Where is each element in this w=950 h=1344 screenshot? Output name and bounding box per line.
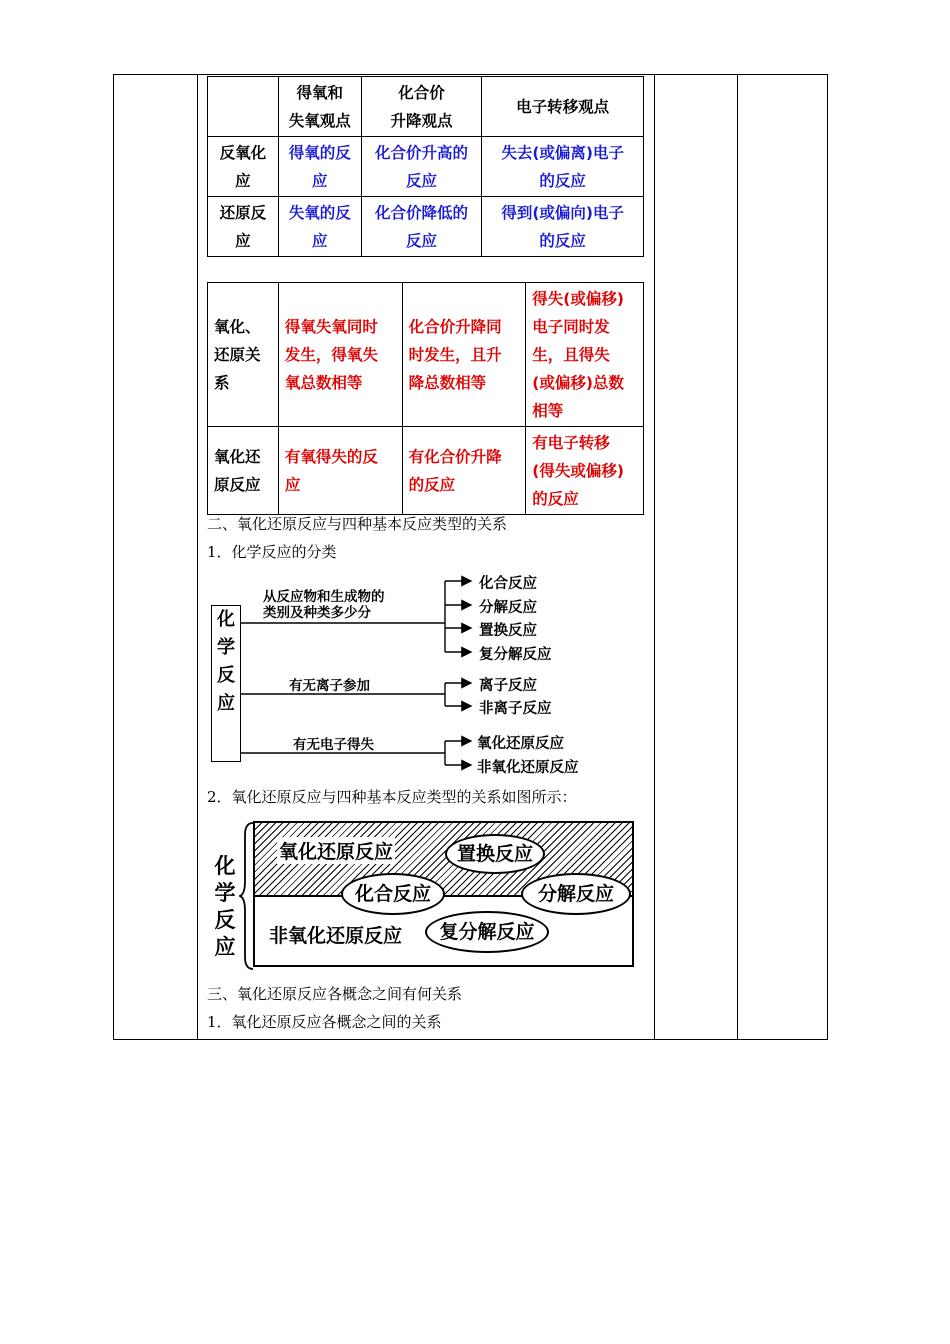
table-row [208, 137, 644, 197]
header-cell [208, 77, 279, 137]
header-cell: 化合价 升降观点 [361, 77, 482, 137]
table-cell: 化合价降低的 反应 [361, 197, 482, 257]
table-cell: 失氧的反 应 [278, 197, 361, 257]
double-decomposition-ellipse: 复分解反应 [425, 911, 549, 953]
column-divider [197, 74, 198, 1040]
table-cell: 有电子转移 (得失或偏移) 的反应 [526, 427, 644, 515]
reaction-type: 复分解反应 [479, 647, 552, 663]
table-cell: 得失(或偏移) 电子同时发 生，且得失 (或偏移)总数 相等 [526, 283, 644, 427]
displacement-ellipse: 置换反应 [445, 834, 545, 874]
combination-ellipse: 化合反应 [341, 873, 445, 915]
column-divider [737, 74, 738, 1040]
section-3-heading: 三、氧化还原反应各概念之间有何关系 [207, 985, 463, 1003]
table-cell: 得氧的反 应 [278, 137, 361, 197]
table-header-row [208, 77, 644, 137]
column-divider [654, 74, 655, 1040]
header-cell: 电子转移观点 [482, 77, 644, 137]
table-row [208, 427, 644, 515]
reaction-type: 非氧化还原反应 [477, 760, 579, 776]
non-redox-label: 非氧化还原反应 [269, 925, 403, 947]
section-2-heading: 二、氧化还原反应与四种基本反应类型的关系 [207, 515, 508, 533]
row-label: 反氧化 应 [208, 137, 279, 197]
classification-diagram [207, 570, 627, 780]
criterion-label: 有无离子参加 [289, 678, 370, 694]
reaction-region-box [253, 821, 634, 967]
criterion-label: 有无电子得失 [293, 737, 374, 753]
decomposition-ellipse: 分解反应 [521, 873, 631, 915]
header-cell: 得氧和 失氧观点 [278, 77, 361, 137]
section-2-item-2: 2．氧化还原反应与四种基本反应类型的关系如图所示： [207, 788, 577, 806]
row-label: 还原反 应 [208, 197, 279, 257]
chemical-reaction-label: 化 学 反 应 [214, 854, 236, 959]
table-cell: 得到(或偏向)电子 的反应 [482, 197, 644, 257]
table-cell: 有化合价升降 的反应 [402, 427, 526, 515]
chemical-reaction-box: 化 学 反 应 [211, 605, 241, 762]
redox-label: 氧化还原反应 [277, 837, 395, 864]
table-row [208, 283, 644, 427]
reaction-type: 分解反应 [479, 600, 537, 616]
table-cell: 得氧失氧同时 发生，得氧失 氧总数相等 [278, 283, 402, 427]
table-cell: 失去(或偏离)电子 的反应 [482, 137, 644, 197]
relation-table [207, 282, 644, 515]
row-label: 氧化还 原反应 [208, 427, 279, 515]
reaction-type: 置换反应 [479, 623, 537, 639]
relation-diagram [207, 815, 637, 975]
table-cell: 化合价升高的 反应 [361, 137, 482, 197]
table-cell: 化合价升降同 时发生，且升 降总数相等 [402, 283, 526, 427]
section-2-item-1: 1．化学反应的分类 [207, 543, 337, 561]
section-3-item-1: 1．氧化还原反应各概念之间的关系 [207, 1013, 442, 1031]
reaction-type: 氧化还原反应 [477, 736, 564, 752]
reaction-type: 离子反应 [479, 678, 537, 694]
table-cell: 有氧得失的反 应 [278, 427, 402, 515]
reaction-type: 化合反应 [479, 576, 537, 592]
row-label: 氧化、 还原关 系 [208, 283, 279, 427]
viewpoint-table [207, 76, 644, 257]
reaction-type: 非离子反应 [479, 701, 552, 717]
table-row [208, 197, 644, 257]
criterion-label: 从反应物和生成物的 类别及种类多少分 [263, 589, 385, 621]
